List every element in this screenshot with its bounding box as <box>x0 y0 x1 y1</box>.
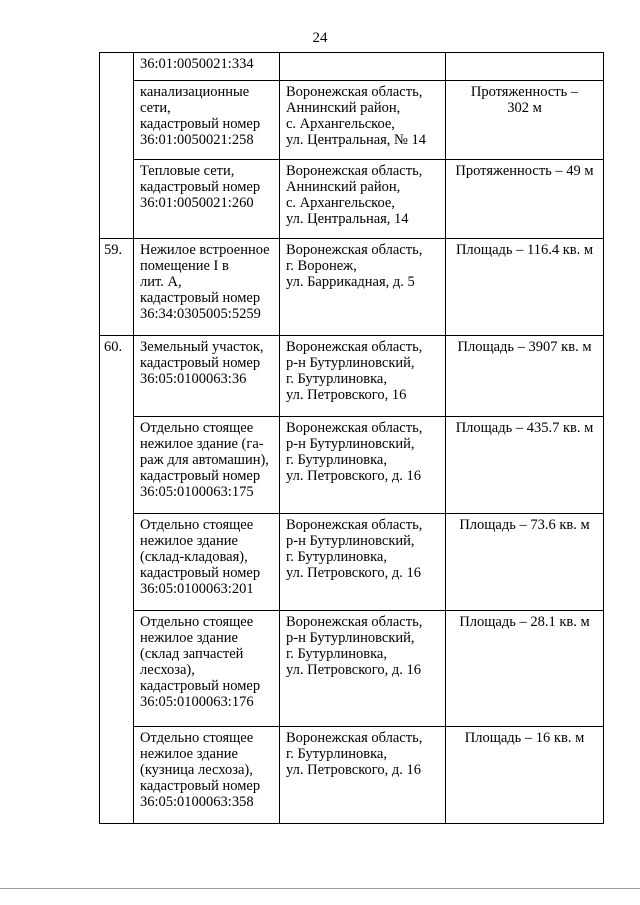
characteristic-cell <box>446 514 604 611</box>
address-line: г. Бутурлиновка, <box>286 746 387 762</box>
object-name-line: 36:05:0100063:358 <box>140 794 254 810</box>
row-number-cell <box>100 611 134 727</box>
object-name-cell <box>134 160 280 239</box>
address-line: ул. Петровского, д. 16 <box>286 565 421 581</box>
object-name-line: нежилое здание <box>140 746 238 762</box>
address-line: с. Архангельское, <box>286 195 395 211</box>
address-line: ул. Петровского, д. 16 <box>286 662 421 678</box>
address-cell <box>280 336 446 417</box>
address-cell <box>280 727 446 824</box>
row-number-cell <box>100 417 134 514</box>
characteristic-line: Площадь – 28.1 кв. м <box>459 614 590 630</box>
address-cell <box>280 53 446 81</box>
address-line: ул. Петровского, д. 16 <box>286 762 421 778</box>
characteristic-cell <box>446 417 604 514</box>
address-line: р-н Бутурлиновский, <box>286 630 415 646</box>
object-name-line: 36:05:0100063:201 <box>140 581 254 597</box>
object-name-line: 36:01:0050021:334 <box>140 56 254 72</box>
object-name-line: 36:34:0305005:5259 <box>140 306 261 322</box>
address-line: Воронежская область, <box>286 242 423 258</box>
address-cell <box>280 239 446 336</box>
address-cell <box>280 81 446 160</box>
row-number-cell <box>100 336 134 417</box>
footer-divider <box>0 888 640 889</box>
characteristic-cell <box>446 160 604 239</box>
characteristic-line: Протяженность – 49 м <box>455 163 594 179</box>
object-name-line: раж для автомашин), <box>140 452 269 468</box>
object-name-line: нежилое здание (га- <box>140 436 264 452</box>
object-name-line: сети, <box>140 100 171 116</box>
address-line: р-н Бутурлиновский, <box>286 533 415 549</box>
object-name-cell <box>134 336 280 417</box>
row-number-cell <box>100 514 134 611</box>
row-number: 60. <box>104 339 123 355</box>
object-name-cell <box>134 53 280 81</box>
object-name-line: 36:05:0100063:176 <box>140 694 254 710</box>
object-name-cell <box>134 239 280 336</box>
address-line: г. Бутурлиновка, <box>286 371 387 387</box>
address-line: ул. Центральная, № 14 <box>286 132 427 148</box>
address-line: р-н Бутурлиновский, <box>286 355 415 371</box>
table-row <box>100 417 604 514</box>
characteristic-line: 302 м <box>507 100 542 116</box>
table-row <box>100 239 604 336</box>
object-name-line: (склад-кладовая), <box>140 549 248 565</box>
characteristic-cell <box>446 727 604 824</box>
object-name-line: Тепловые сети, <box>140 163 235 179</box>
object-name-line: Отдельно стоящее <box>140 730 254 746</box>
table-row <box>100 514 604 611</box>
address-line: ул. Баррикадная, д. 5 <box>286 274 415 290</box>
object-name-cell <box>134 81 280 160</box>
address-line: Воронежская область, <box>286 614 423 630</box>
address-line: ул. Петровского, д. 16 <box>286 468 421 484</box>
characteristic-line: Площадь – 73.6 кв. м <box>459 517 590 533</box>
address-line: г. Воронеж, <box>286 258 357 274</box>
characteristic-cell <box>446 53 604 81</box>
characteristic-line: Площадь – 435.7 кв. м <box>455 420 594 436</box>
address-line: Аннинский район, <box>286 179 401 195</box>
row-number: 59. <box>104 242 123 258</box>
object-name-cell <box>134 611 280 727</box>
object-name-line: кадастровый номер <box>140 565 261 581</box>
address-line: г. Бутурлиновка, <box>286 549 387 565</box>
characteristic-cell <box>446 336 604 417</box>
row-number-cell <box>100 53 134 81</box>
table-row <box>100 160 604 239</box>
object-name-line: Земельный участок, <box>140 339 264 355</box>
table-row <box>100 611 604 727</box>
object-name-line: нежилое здание <box>140 533 238 549</box>
address-line: ул. Петровского, 16 <box>286 387 407 403</box>
object-name-line: (склад запчастей <box>140 646 244 662</box>
address-cell <box>280 417 446 514</box>
address-line: с. Архангельское, <box>286 116 395 132</box>
row-number-cell <box>100 727 134 824</box>
address-line: г. Бутурлиновка, <box>286 452 387 468</box>
object-name-line: 36:01:0050021:260 <box>140 195 254 211</box>
row-number-cell <box>100 160 134 239</box>
address-line: Воронежская область, <box>286 420 423 436</box>
object-name-line: кадастровый номер <box>140 778 261 794</box>
object-name-line: лесхоза), <box>140 662 195 678</box>
address-line: Аннинский район, <box>286 100 401 116</box>
row-number-cell <box>100 81 134 160</box>
object-name-line: кадастровый номер <box>140 116 261 132</box>
object-name-line: Отдельно стоящее <box>140 420 254 436</box>
address-line: г. Бутурлиновка, <box>286 646 387 662</box>
address-line: Воронежская область, <box>286 163 423 179</box>
object-name-line: лит. А, <box>140 274 182 290</box>
characteristic-cell <box>446 611 604 727</box>
address-line: Воронежская область, <box>286 339 423 355</box>
characteristic-line: Площадь – 16 кв. м <box>464 730 585 746</box>
object-name-line: кадастровый номер <box>140 355 261 371</box>
object-name-line: кадастровый номер <box>140 290 261 306</box>
object-name-line: кадастровый номер <box>140 678 261 694</box>
characteristic-line: Площадь – 3907 кв. м <box>457 339 592 355</box>
characteristic-cell <box>446 239 604 336</box>
object-name-cell <box>134 727 280 824</box>
characteristic-line: Протяженность – <box>470 84 579 100</box>
table-row <box>100 727 604 824</box>
characteristic-cell <box>446 81 604 160</box>
table-row <box>100 336 604 417</box>
address-line: Воронежская область, <box>286 517 423 533</box>
object-name-line: Отдельно стоящее <box>140 517 254 533</box>
object-name-line: канализационные <box>140 84 250 100</box>
address-line: Воронежская область, <box>286 84 423 100</box>
address-line: ул. Центральная, 14 <box>286 211 409 227</box>
object-name-line: (кузница лесхоза), <box>140 762 253 778</box>
characteristic-line: Площадь – 116.4 кв. м <box>455 242 594 258</box>
object-name-line: Нежилое встроенное <box>140 242 270 258</box>
object-name-cell <box>134 417 280 514</box>
row-number-cell <box>100 239 134 336</box>
address-line: Воронежская область, <box>286 730 423 746</box>
table-row <box>100 53 604 81</box>
address-cell <box>280 611 446 727</box>
object-name-line: 36:05:0100063:36 <box>140 371 247 387</box>
address-cell <box>280 160 446 239</box>
object-name-cell <box>134 514 280 611</box>
address-cell <box>280 514 446 611</box>
table-row <box>100 81 604 160</box>
object-name-line: Отдельно стоящее <box>140 614 254 630</box>
page-number: 24 <box>312 30 328 46</box>
property-table <box>99 52 604 824</box>
object-name-line: помещение I в <box>140 258 229 274</box>
object-name-line: 36:05:0100063:175 <box>140 484 254 500</box>
object-name-line: нежилое здание <box>140 630 238 646</box>
address-line: р-н Бутурлиновский, <box>286 436 415 452</box>
object-name-line: кадастровый номер <box>140 468 261 484</box>
object-name-line: кадастровый номер <box>140 179 261 195</box>
object-name-line: 36:01:0050021:258 <box>140 132 254 148</box>
